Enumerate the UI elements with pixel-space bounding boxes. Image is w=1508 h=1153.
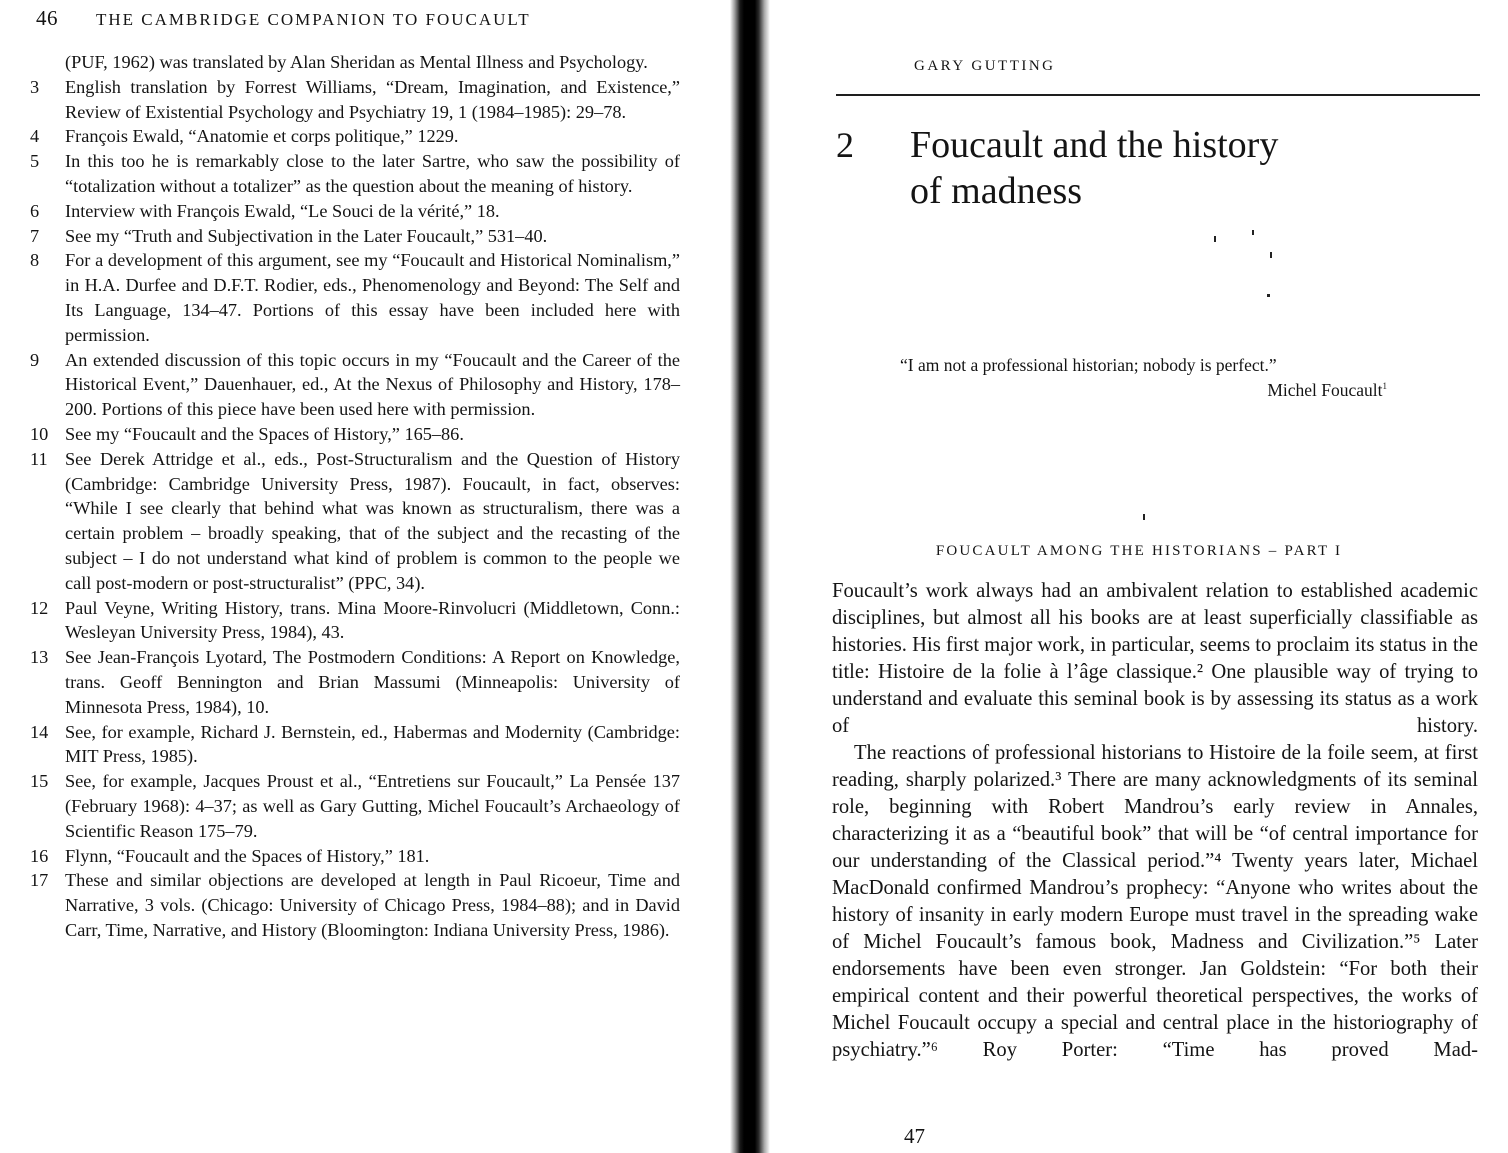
footnote <box>30 50 680 75</box>
footnote-text: Interview with François Ewald, “Le Souci de la vérité,” 18. <box>65 200 500 221</box>
footnote <box>30 124 680 149</box>
body-text <box>832 578 1478 1064</box>
footnote <box>30 868 680 942</box>
footnote <box>30 844 680 869</box>
footnote-text: See my “Foucault and the Spaces of History,” 165–86. <box>65 423 464 444</box>
footnote-number: 4 <box>30 126 40 147</box>
page-number: 47 <box>904 1124 925 1148</box>
footnote-text: See my “Truth and Subjectivation in the Later Foucault,” 531–40. <box>65 225 548 246</box>
footnote-number: 12 <box>30 597 49 618</box>
footnote-text: See Jean-François Lyotard, The Postmodern Conditions: A Report on Knowledge, trans. Geoff Bennington and Brian Massumi (Minneapolis: University of Minnesota Press, 1984), 10. <box>65 647 680 717</box>
footnote-number: 17 <box>30 870 49 891</box>
notes-list <box>30 50 680 943</box>
epigraph-author: Michel Foucault <box>1267 380 1383 400</box>
footnote-mark: 1 <box>1382 381 1387 392</box>
print-speck <box>1270 252 1272 258</box>
footnote-number: 14 <box>30 721 49 742</box>
footnote <box>30 224 680 249</box>
footnote <box>30 348 680 422</box>
footnote-text: François Ewald, “Anatomie et corps politique,” 1229. <box>65 126 459 147</box>
footnote-number: 15 <box>30 771 49 792</box>
footnote <box>30 248 680 347</box>
print-speck <box>1143 514 1145 520</box>
footnote-text: See, for example, Richard J. Bernstein, ed., Habermas and Modernity (Cambridge: MIT Press, 1985). <box>65 721 680 767</box>
footnote-number: 6 <box>30 200 40 221</box>
footnote <box>30 769 680 843</box>
body-paragraph-1: Foucault’s work always had an ambivalent relation to established academic disciplines, but almost all his books are at least superficially classifiable as histories. His first major work, in particular, seems to proclaim its status in the title: Histoire de la folie à l’âge classique.² One plausible way of trying to understand and evaluate this seminal book is by assessing its status as a work of history. <box>832 580 1478 737</box>
footnote <box>30 645 680 719</box>
epigraph <box>900 353 1390 403</box>
left-page <box>0 0 730 1153</box>
page-number: 46 <box>36 6 58 30</box>
footnote <box>30 75 680 125</box>
epigraph-attribution <box>900 378 1390 403</box>
footnote-text: See, for example, Jacques Proust et al., “Entretiens sur Foucault,” La Pensée 137 (February 1968): 4–37; as well as Gary Gutting, Michel Foucault’s Archaeology of Scientific Reason 175–79. <box>65 771 680 841</box>
running-head <box>36 6 531 31</box>
footnote-number: 3 <box>30 76 40 97</box>
footnote <box>30 596 680 646</box>
footnote <box>30 720 680 770</box>
footnote-number: 10 <box>30 423 49 444</box>
footnote-number: 9 <box>30 349 40 370</box>
footnote-text: In this too he is remarkably close to the later Sartre, who saw the possibility of “totalization without a totalizer” as the question about the meaning of history. <box>65 151 680 196</box>
footnote-text: An extended discussion of this topic occurs in my “Foucault and the Career of the Historical Event,” Dauenhauer, ed., At the Nexus of Philosophy and History, 178–200. Portions of this piece have been used here with permission. <box>65 349 680 420</box>
footnote-text: See Derek Attridge et al., eds., Post-Structuralism and the Question of History (Cambridge: Cambridge University Press, 1987). Foucault, in fact, observes: “While I see clearly that behind what was known as structuralism, there was a certain problem – broadly speaking, that of the subject and the recasting of the subject – I do not understand what kind of problem is common to the people we call post-modern or post-structuralist” (PPC, 34). <box>65 448 680 593</box>
print-speck <box>1214 236 1216 242</box>
author-running-head: GARY GUTTING <box>914 58 1056 74</box>
section-heading: FOUCAULT AMONG THE HISTORIANS – PART I <box>935 543 1343 559</box>
print-speck <box>1267 294 1270 297</box>
footnote-text: For a development of this argument, see my “Foucault and Historical Nominalism,” in H.A. Durfee and D.F.T. Rodier, eds., Phenomenology and Beyond: The Self and Its Language, 134–47. Portions of this essay have been included here with permission. <box>65 250 680 345</box>
body-paragraph-2: The reactions of professional historians to Histoire de la foile seem, at first reading, sharply polarized.³ There are many acknowledgments of its seminal role, beginning with Robert Mandrou’s early review in Annales, characterizing it as a “beautiful book” that will be “of central importance for our understanding of the Classical period.”⁴ Twenty years later, Michael MacDonald confirmed Mandrou’s prophecy: “Anyone who writes about the history of insanity in early modern Europe must travel in the spreading wake of Michel Foucault’s famous book, Madness and Civilization.”⁵ Later endorsements have been even stronger. Jan Goldstein: “For both their empirical content and their powerful theoretical perspectives, the works of Michel Foucault occupy a special and central place in the historiography of psychiatry.”⁶ Roy Porter: “Time has proved Mad- <box>832 742 1478 1061</box>
chapter-title-line-1: Foucault and the history <box>910 124 1279 166</box>
right-page <box>770 0 1508 1153</box>
footnote-text: (PUF, 1962) was translated by Alan Sheridan as Mental Illness and Psychology. <box>65 52 648 72</box>
footnote <box>30 422 680 447</box>
footnote <box>30 199 680 224</box>
chapter-title-line-2: of madness <box>910 170 1083 212</box>
footnote-number: 11 <box>30 448 48 469</box>
footnote-number: 5 <box>30 151 40 172</box>
epigraph-quote: “I am not a professional historian; nobody is perfect.” <box>900 355 1277 375</box>
footnote-text: Paul Veyne, Writing History, trans. Mina Moore-Rinvolucri (Middletown, Conn.: Wesleyan University Press, 1984), 43. <box>65 597 680 643</box>
footnote-number: 16 <box>30 845 49 866</box>
running-title: THE CAMBRIDGE COMPANION TO FOUCAULT <box>96 10 531 29</box>
footnote-number: 13 <box>30 647 49 668</box>
chapter-rule <box>836 94 1480 96</box>
print-speck <box>1252 230 1254 235</box>
footnote-text: English translation by Forrest Williams, “Dream, Imagination, and Existence,” Review of Existential Psychology and Psychiatry 19, 1 (1984–1985): 29–78. <box>65 76 680 122</box>
footnote <box>30 149 680 199</box>
footnote-number: 7 <box>30 225 40 246</box>
footnote <box>30 447 680 596</box>
book-gutter <box>730 0 770 1153</box>
chapter-title <box>910 122 1380 214</box>
footnote-text: Flynn, “Foucault and the Spaces of History,” 181. <box>65 845 430 866</box>
footnote-text: These and similar objections are developed at length in Paul Ricoeur, Time and Narrative, 3 vols. (Chicago: University of Chicago Press, 1984–88); and in David Carr, Time, Narrative, and History (Bloomington: Indiana University Press, 1986). <box>65 870 680 940</box>
footnote-number: 8 <box>30 250 40 271</box>
chapter-number: 2 <box>836 125 854 165</box>
